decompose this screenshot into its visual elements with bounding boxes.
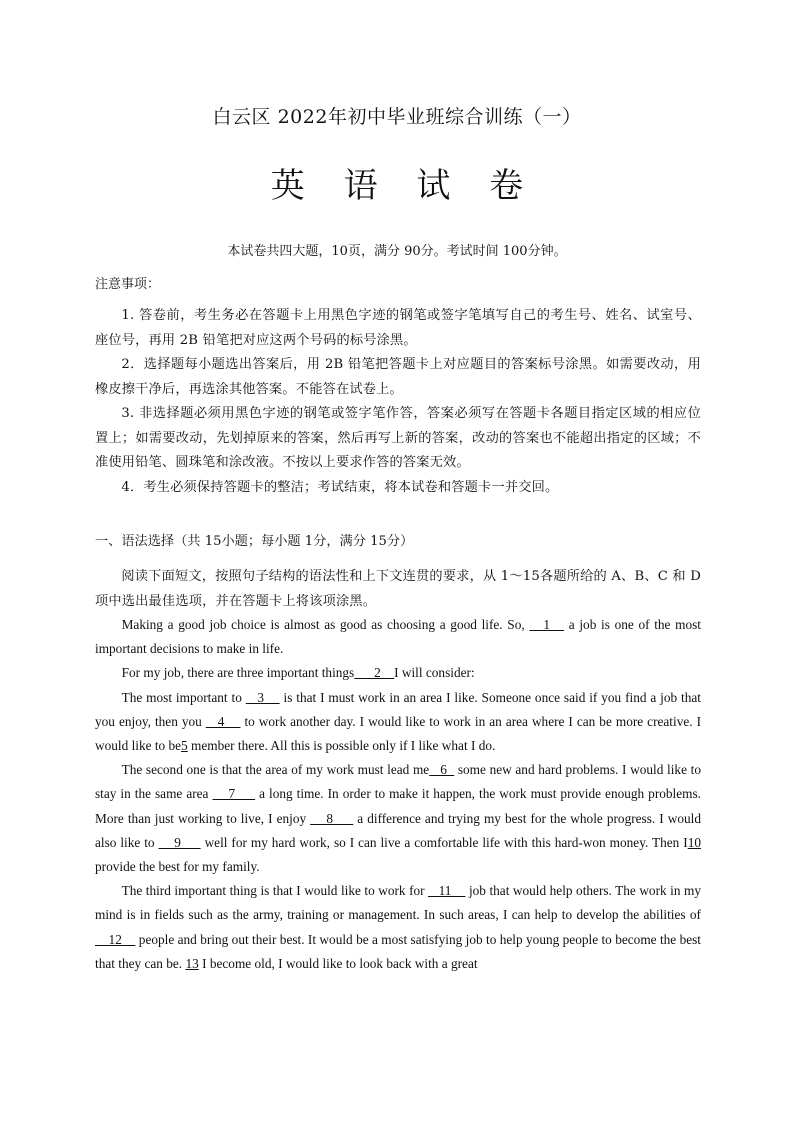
blank-2: 2 — [354, 665, 395, 681]
note-item: 1. 答卷前，考生务必在答题卡上用黑色字迹的钢笔或签字笔填写自己的考生号、姓名、试室号、座位号，再用 2B 铅笔把对应这两个号码的标号涂黑。 — [95, 308, 701, 348]
passage-text: some new and hard problems. I would like to stay in the same area — [95, 762, 701, 802]
notes-heading: 注意事项： — [95, 277, 161, 292]
passage-text: member there. All this is possible only if I like what I do. — [187, 738, 496, 754]
blank-9: 9 — [158, 834, 201, 850]
passage-paragraph — [95, 758, 701, 879]
passage-text: The second one is that the area of my work must lead me — [121, 762, 430, 778]
blank-6: 6 — [429, 762, 455, 778]
passage-text: job that would help others. The work in my mind is in fields such as the army, training or management. In such areas, I can help to develop the abilities of — [95, 883, 701, 923]
section-instruction-block — [95, 565, 701, 614]
note-item: 4．考生必须保持答题卡的整洁；考试结束，将本试卷和答题卡一并交回。 — [121, 479, 559, 495]
passage-text: people and bring out their best. It would be a most satisfying job to help young people to become the best that they can be. — [95, 931, 701, 971]
passage-text: I become old, I would like to look back with a great — [198, 955, 478, 971]
passage-text: I will consider: — [394, 665, 475, 681]
passage-paragraph — [95, 686, 701, 759]
blank-13: 13 — [185, 955, 199, 971]
section-heading: 一、语法选择（共 15小题；每小题 1分，满分 15分） — [95, 534, 414, 549]
blank-3: 3 — [245, 689, 280, 705]
blank-7: 7 — [212, 786, 256, 802]
passage-text: The third important thing is that I would like to work for — [121, 883, 429, 899]
passage-text: a difference and trying my best for the whole progress. I would also like to — [95, 810, 701, 850]
reading-passage — [95, 613, 701, 976]
passage-text: provide the best for my family. — [95, 859, 260, 875]
notes-list — [95, 304, 701, 500]
section-instruction: 阅读下面短文，按照句子结构的语法性和上下文连贯的要求，从 1～15各题所给的 A、B、C 和 D项中选出最佳选项，并在答题卡上将该项涂黑。 — [95, 569, 701, 609]
passage-text: a long time. In order to make it happen, the work must provide enough problems. More than just working to live, I enjoy — [95, 786, 701, 826]
passage-text: to work another day. I would like to work in an area where I can be more creative. I would like to be — [95, 713, 702, 754]
passage-text: Making a good job choice is almost as good as choosing a good life. So, — [121, 617, 530, 632]
exam-info: 本试卷共四大题，10页，满分 90分。考试时间 100分钟。 — [227, 244, 567, 259]
blank-5: 5 — [181, 738, 188, 754]
exam-title: 英 语 试 卷 — [270, 166, 538, 206]
blank-12: 12 — [95, 931, 136, 947]
blank-8: 8 — [310, 810, 354, 826]
passage-text: For my job, there are three important things — [121, 665, 355, 681]
passage-text: a job is one of the most important decisions to make in life. — [95, 617, 702, 657]
blank-4: 4 — [205, 713, 241, 729]
blank-1: 1 — [529, 617, 565, 632]
passage-paragraph — [95, 661, 701, 685]
passage-text: well for my hard work, so I can live a comfortable life with this hard-won money. Then I — [200, 834, 688, 850]
exam-subtitle: 白云区 2022年初中毕业班综合训练（一） — [212, 106, 582, 128]
passage-paragraph — [95, 879, 701, 976]
note-item: 3. 非选择题必须用黑色字迹的钢笔或签字笔作答，答案必须写在答题卡各题目指定区域的相应位置上；如需要改动，先划掉原来的答案，然后再写上新的答案，改动的答案也不能超出指定的区域；不准使用铅笔、圆珠笔和涂改液。不按以上要求作答的答案无效。 — [95, 406, 701, 470]
note-item: 2．选择题每小题选出答案后，用 2B 铅笔把答题卡上对应题目的答案标号涂黑。如需要改动，用橡皮擦干净后，再选涂其他答案。不能答在试卷上。 — [95, 357, 701, 397]
passage-paragraph — [95, 613, 701, 661]
passage-text: is that I must work in an area I like. Someone once said if you find a job that you enjoy, then you — [95, 689, 701, 729]
blank-11: 11 — [428, 883, 466, 899]
passage-text: The most important to — [121, 689, 246, 705]
blank-10: 10 — [687, 834, 701, 850]
